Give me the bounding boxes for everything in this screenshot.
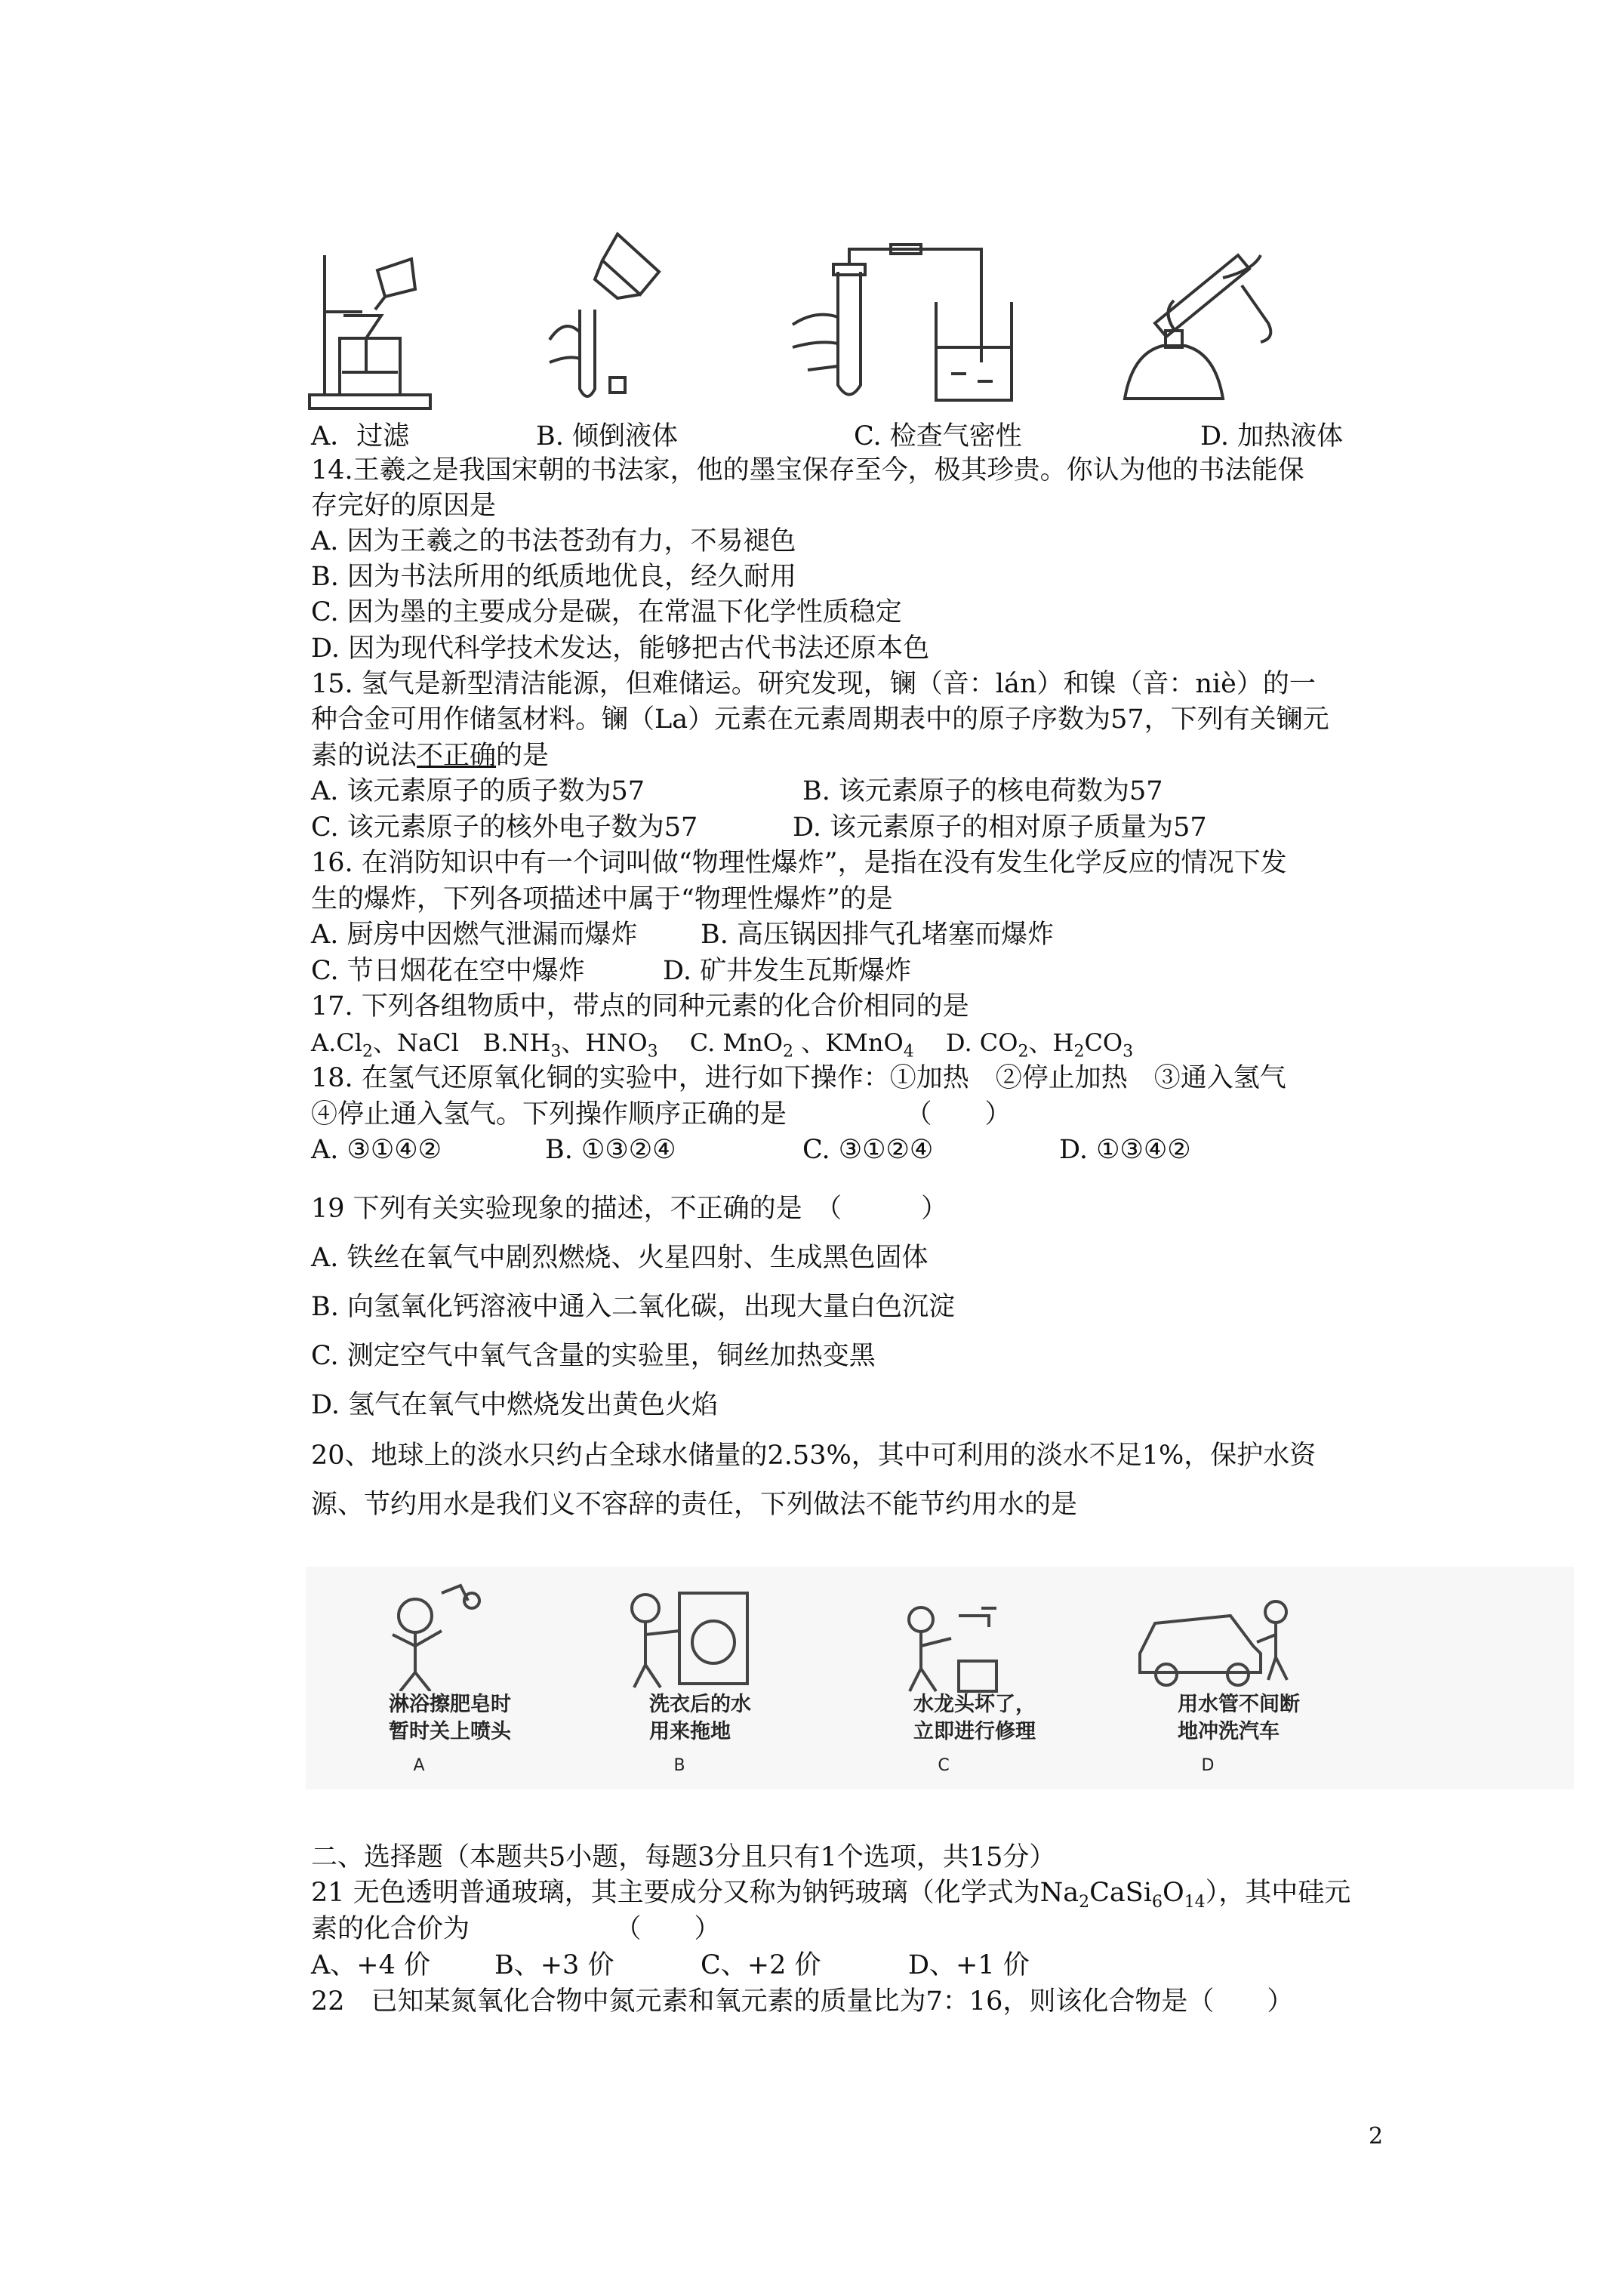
q18-stem-line2: ④停止通入氢气。下列操作顺序正确的是 （ ） <box>311 1099 1012 1130</box>
q21-option-b: B、+3 价 <box>494 1950 614 1980</box>
page-number: 2 <box>1369 2123 1384 2150</box>
q15-stem-emphasis: 不正确 <box>417 741 497 771</box>
q17-options: $A.Cl_2$、NaCl $B.NH_3$、$HNO_3$ C. MnO$_2$ 、KMnO$_4$ D. $CO_2$、$H_2CO_3$ <box>311 1028 1134 1062</box>
q21-option-a: A、+4 价 <box>311 1950 430 1980</box>
q19-stem: 19 下列有关实验现象的描述，不正确的是 （ ） <box>311 1194 948 1224</box>
q15-option-a: A. 该元素原子的质子数为57 <box>311 776 645 806</box>
car-wash-cartoon-icon <box>1132 1578 1313 1691</box>
q16-stem-line2: 生的爆炸，下列各项描述中属于“物理性爆炸”的是 <box>311 884 893 914</box>
q14-option-c: C. 因为墨的主要成分是碳，在常温下化学性质稳定 <box>311 597 902 627</box>
q18-stem-line1: 18. 在氢气还原氧化铜的实验中，进行如下操作：①加热 ②停止加热 ③通入氢气 <box>311 1063 1286 1093</box>
q19-option-c: C. 测定空气中氧气含量的实验里，铜丝加热变黑 <box>311 1341 876 1371</box>
cartoon-d-line2: 地冲洗汽车 <box>1178 1720 1280 1743</box>
q20-cartoon-b <box>604 1578 861 1782</box>
q16-option-d: D. 矿井发生瓦斯爆炸 <box>663 956 912 986</box>
q13-option-d: D. 加热液体 <box>1200 421 1344 451</box>
q14-option-b: B. 因为书法所用的纸质地优良，经久耐用 <box>311 562 796 592</box>
q21-stem-line2: 素的化合价为 （ ） <box>311 1914 721 1944</box>
q18-option-b: B. ①③②④ <box>545 1135 676 1165</box>
cartoon-b-line2: 用来拖地 <box>649 1720 731 1743</box>
q20-stem-line2: 源、节约用水是我们义不容辞的责任，下列做法不能节约用水的是 <box>311 1490 1078 1520</box>
q13-option-c: C. 检查气密性 <box>854 421 1022 451</box>
shower-cartoon-icon <box>359 1578 510 1691</box>
cartoon-a-line1: 淋浴擦肥皂时 <box>389 1693 511 1716</box>
q18-option-d: D. ①③④② <box>1059 1135 1191 1165</box>
q21-stem-line1: 21 无色透明普通玻璃，其主要成分又称为钠钙玻璃（化学式为$Na_2CaSi_6O_{14}$），其中硅元 <box>311 1878 1351 1912</box>
washing-machine-cartoon-icon <box>611 1578 762 1691</box>
cartoon-b-letter: B <box>673 1756 685 1775</box>
q13-option-a: A．过滤 <box>311 421 410 451</box>
q20-stem-line1: 20、地球上的淡水只约占全球水储量的2.53%，其中可利用的淡水不足1%，保护水资 <box>311 1441 1317 1471</box>
q14-stem-line2: 存完好的原因是 <box>311 491 497 521</box>
q15-stem-text: 素的说法 <box>311 741 417 771</box>
cartoon-d-line1: 用水管不间断 <box>1178 1693 1300 1716</box>
q15-stem-line2: 种合金可用作储氢材料。镧（La）元素在元素周期表中的原子序数为57，下列有关镧元 <box>311 704 1329 735</box>
q17-stem: 17. 下列各组物质中，带点的同种元素的化合价相同的是 <box>311 991 969 1022</box>
cartoon-a-line2: 暂时关上喷头 <box>389 1720 511 1743</box>
heating-liquid-figure <box>1110 240 1291 406</box>
q19-option-b: B. 向氢氧化钙溶液中通入二氧化碳，出现大量白色沉淀 <box>311 1292 955 1322</box>
q15-stem-end: 的是 <box>496 741 550 771</box>
q13-option-b: B. 倾倒液体 <box>536 421 678 451</box>
q18-option-c: C. ③①②④ <box>802 1135 934 1165</box>
q20-cartoon-c <box>868 1578 1125 1782</box>
cartoon-b-line1: 洗衣后的水 <box>649 1693 751 1716</box>
q16-option-c: C. 节日烟花在空中爆炸 <box>311 956 585 986</box>
q15-option-c: C. 该元素原子的核外电子数为57 <box>311 812 698 843</box>
q16-option-a: A. 厨房中因燃气泄漏而爆炸 <box>311 920 638 950</box>
q14-option-a: A. 因为王羲之的书法苍劲有力，不易褪色 <box>311 526 796 556</box>
q19-option-a: A. 铁丝在氧气中剧烈燃烧、火星四射、生成黑色固体 <box>311 1243 929 1273</box>
q16-stem-line1: 16. 在消防知识中有一个词叫做“物理性爆炸”，是指在没有发生化学反应的情况下发 <box>311 848 1287 878</box>
cartoon-a-letter: A <box>413 1756 425 1775</box>
pouring-liquid-figure <box>534 227 678 408</box>
q15-stem-line1: 15. 氢气是新型清洁能源，但难储运。研究发现，镧（音：lán）和镍（音：niè）的一 <box>311 669 1316 699</box>
q18-option-a: A. ③①④② <box>311 1135 442 1165</box>
cartoon-d-letter: D <box>1201 1756 1215 1775</box>
cartoon-c-line1: 水龙头坏了， <box>913 1693 1036 1716</box>
q19-option-d: D. 氢气在氧气中燃烧发出黄色火焰 <box>311 1390 719 1420</box>
cartoon-c-letter: C <box>938 1756 950 1775</box>
airtightness-check-figure <box>778 242 1049 408</box>
q14-stem-line1: 14.王羲之是我国宋朝的书法家，他的墨宝保存至今，极其珍贵。你认为他的书法能保 <box>311 455 1304 485</box>
q21-stem-end: ），其中硅元 <box>1205 1878 1351 1908</box>
q21-stem-start: 21 无色透明普通玻璃，其主要成分又称为钠钙玻璃（化学式为Na <box>311 1878 1079 1908</box>
q15-option-d: D. 该元素原子的相对原子质量为57 <box>793 812 1207 843</box>
cartoon-c-line2: 立即进行修理 <box>913 1720 1036 1743</box>
q16-option-b: B. 高压锅因排气孔堵塞而爆炸 <box>701 920 1054 950</box>
q20-cartoon-d <box>1132 1578 1389 1782</box>
faucet-repair-cartoon-icon <box>876 1586 1027 1699</box>
section2-heading: 二、选择题（本题共5小题，每题3分且只有1个选项，共15分） <box>311 1842 1056 1872</box>
q22-stem: 22 已知某氮氧化合物中氮元素和氧元素的质量比为7：16，则该化合物是（ ） <box>311 1986 1294 2017</box>
q15-option-b: B. 该元素原子的核电荷数为57 <box>802 776 1163 806</box>
q20-cartoon-a <box>343 1578 600 1782</box>
q14-option-d: D. 因为现代科学技术发达，能够把古代书法还原本色 <box>311 633 930 664</box>
q15-stem-line3 <box>311 738 549 773</box>
q21-option-d: D、+1 价 <box>908 1950 1030 1980</box>
q21-option-c: C、+2 价 <box>701 1950 821 1980</box>
filtration-apparatus-figure <box>306 240 434 414</box>
